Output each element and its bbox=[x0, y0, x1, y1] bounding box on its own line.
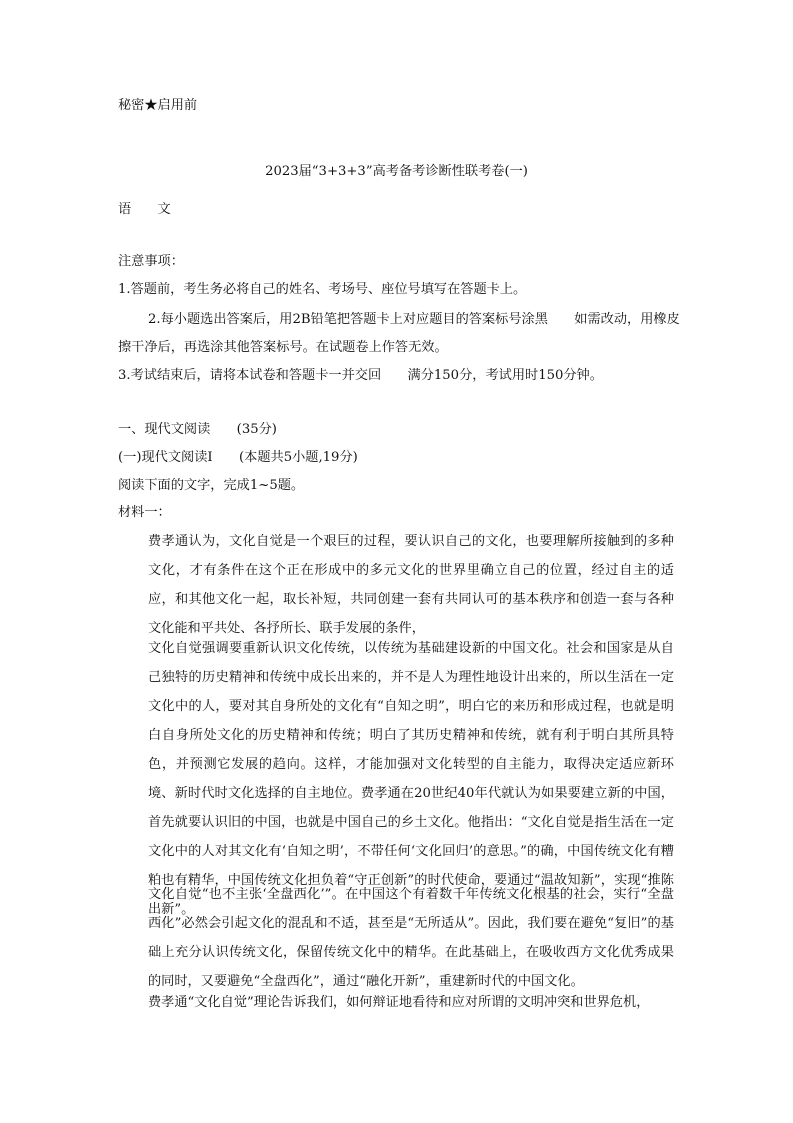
confidential-label: 秘密★启用前 bbox=[118, 98, 198, 113]
note-item-1: 1.答题前，考生务必将自己的姓名、考场号、座位号填写在答题卡上。 bbox=[118, 282, 527, 297]
note-item-2-continued: 擦干净后，再选涂其他答案标号。在试题卷上作答无效。 bbox=[118, 340, 448, 355]
note-item-2: 2.每小题选出答案后，用2B铅笔把答题卡上对应题目的答案标号涂黑 如需改动，用橡皮 bbox=[148, 312, 680, 327]
paragraph-4 bbox=[118, 988, 674, 1017]
note-item-3: 3.考试结束后，请将本试卷和答题卡一并交回 满分150分，考试用时150分钟。 bbox=[118, 368, 603, 383]
paragraph-1-text: 费孝通认为，文化自觉是一个艰巨的过程，要认识自己的文化，也要理解所接触到的多种文化，才有条件在这个正在形成中的多元文化的世界里确立自己的位置，经过自主的适应，和其他文化一起，取长补短，共同创建一套有共同认可的基本秩序和创造一套与各种文化能和平共处、各抒所长、联手发展的条件， bbox=[148, 534, 674, 636]
notes-heading: 注意事项： bbox=[118, 254, 184, 269]
subject-label: 语 文 bbox=[118, 202, 171, 217]
paragraph-3-text: 文化自觉“也不主张‘全盘西化’”。在中国这个有着数千年传统文化根基的社会，实行“全盘西化”必然会引起文化的混乱和不适，甚至是“无所适从”。因此，我们要在避免“复旧”的基础上充分认识传统文化，保留传统文化中的精华。在此基础上，在吸收西方文化优秀成果的同时，又要避免“全盘西化”，通过“融化开新”，重建新时代的中国文化。 bbox=[148, 887, 674, 989]
section-heading: 一、现代文阅读 (35分) bbox=[118, 422, 277, 437]
paragraph-1 bbox=[118, 527, 674, 643]
subsection-heading: (一)现代文阅读Ⅰ (本题共5小题,19分) bbox=[118, 450, 358, 465]
paragraph-4-text: 费孝通“文化自觉”理论告诉我们，如何辩证地看待和应对所谓的文明冲突和世界危机， bbox=[148, 995, 650, 1010]
exam-title: 2023届“3+3+3”高考备考诊断性联考卷(一) bbox=[265, 164, 528, 179]
paragraph-3 bbox=[118, 880, 674, 996]
reading-instruction: 阅读下面的文字，完成1~5题。 bbox=[118, 478, 305, 493]
material-label: 材料一： bbox=[118, 505, 171, 520]
paragraph-2-text: 文化自觉强调要重新认识文化传统，以传统为基础建设新的中国文化。社会和国家是从自己独特的历史精神和传统中成长出来的，并不是人为理性地设计出来的，所以生活在一定文化中的人，要对其自身所处的文化有“自知之明”，明白它的来历和形成过程，也就是明白自身所处文化的历史精神和传统；明白了其历史精神和传统，就有利于明白其所具特色，并预测它发展的趋向。这样，才能加强对文化转型的自主能力，取得决定适应新环境、新时代时文化选择的自主地位。费孝通在20世纪40年代就认为如果要建立新的中国，首先就要认识旧的中国，也就是中国自己的乡土文化。他指出：“文化自觉是指生活在一定文化中的人对其文化有‘自知之明’，不带任何‘文化回归’的意思。”的确，中国传统文化有糟粕也有精华，中国传统文化担负着“守正创新”的时代使命，要通过“温故知新”，实现“推陈出新”。 bbox=[148, 641, 674, 917]
